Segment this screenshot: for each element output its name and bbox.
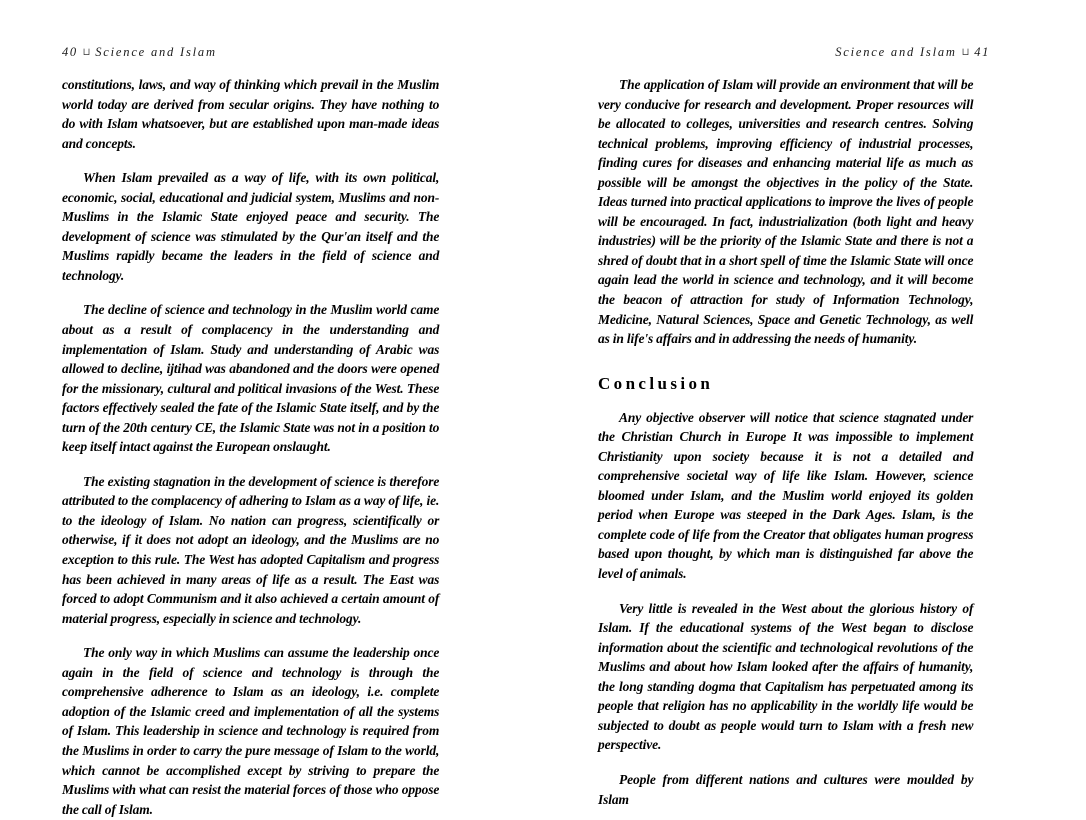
paragraph: People from different nations and cultures were moulded by Islam	[598, 771, 974, 808]
section-heading-conclusion: Conclusion	[598, 373, 714, 393]
left-page-text-column	[62, 76, 457, 820]
paragraph: The only way in which Muslims can assume the leadership once again in the field of science and technology is through the comprehensive adherence to Islam as an ideology, i.e. complete adoption of the Islamic creed and implementation of all the systems of Islam. This leadership in science and technology is required from the Muslims in order to carry the pure message of Islam to the world, which cannot be accomplished except by striving to prepare the Muslims with what can resist the material forces of those who oppose the call of Islam.	[62, 645, 440, 818]
book-title-left: Science and Islam	[95, 45, 217, 59]
page-number-right: 41	[974, 45, 990, 59]
running-head-right	[835, 45, 990, 60]
paragraph: constitutions, laws, and way of thinking which prevail in the Muslim world today are derived from secular origins. They have nothing to do with Islam whatsoever, but are established upon man-made ideas and concepts.	[62, 77, 440, 152]
paragraph: The application of Islam will provide an environment that will be very conducive for research and development. Proper resources will be allocated to colleges, universities and research centres. Solving technical problems, improving efficiency of industrial processes, finding cures for diseases and enhancing material life as much as possible will be amongst the objectives in the policy of the State. Ideas turned into practical applications to improve the lives of people will be encouraged. In fact, industrialization (both light and heavy industries) will be the priority of the Islamic State and there is not a shred of doubt that in a short spell of time the Islamic State will once again lead the world in science and technology, and it will become the beacon of attraction for study of Information Technology, Medicine, Natural Sciences, Space and Genetic Technology, as well as in life's affairs and in addressing the needs of humanity.	[598, 77, 974, 348]
paragraph: When Islam prevailed as a way of life, with its own political, economic, social, educational and judicial system, Muslims and non-Muslims in the Islamic State enjoyed peace and security. The development of science was stimulated by the Qur'an itself and the Muslims rapidly became the leaders in the field of science and technology.	[62, 170, 440, 284]
book-title-right: Science and Islam	[835, 45, 957, 59]
running-head-separator-icon: ⊔	[82, 47, 91, 58]
right-page-text-column	[598, 76, 991, 810]
paragraph: The decline of science and technology in the Muslim world came about as a result of complacency in the understanding and implementation of Islam. Study and understanding of Arabic was allowed to decline, ijtihad was abandoned and the doors were opened for the missionary, cultural and political invasions of the West. These factors effectively sealed the fate of the Islamic State itself, and by the turn of the 20th century CE, the Islamic State was not in a position to keep itself intact against the European onslaught.	[62, 302, 440, 456]
paragraph: Any objective observer will notice that science stagnated under the Christian Church in Europe It was impossible to implement Christianity upon society because it is not a detailed and comprehensive societal way of life like Islam. However, science bloomed under Islam, and the Muslim world enjoyed its golden period when Europe was steeped in the Dark Ages. Islam, is the complete code of life from the Creator that obligates human progress based upon thought, by which man is distinguished far above the level of animals.	[598, 409, 974, 583]
running-head-left	[62, 45, 217, 60]
paragraph: Very little is revealed in the West about the glorious history of Islam. If the educational systems of the West began to disclose information about the scientific and technological revolutions of the Muslims and about how Islam looked after the affairs of humanity, the long standing dogma that Capitalism has perpetuated among its people that religion has no applicability in the worldly life would be subjected to doubt as people would turn to Islam with a fresh new perspective.	[598, 600, 974, 754]
paragraph: The existing stagnation in the development of science is therefore attributed to the complacency of adhering to Islam as a way of life, ie. to the ideology of Islam. No nation can progress, scientifically or otherwise, if it does not adopt an ideology, and the Muslims are no exception to this rule. The West has adopted Capitalism and progress has been achieved in many areas of life as a result. The East was forced to adopt Communism and it also achieved a certain amount of material progress, especially in science and technology.	[62, 473, 440, 627]
running-head-separator-icon: ⊔	[961, 47, 970, 58]
page-number-left: 40	[62, 45, 78, 59]
